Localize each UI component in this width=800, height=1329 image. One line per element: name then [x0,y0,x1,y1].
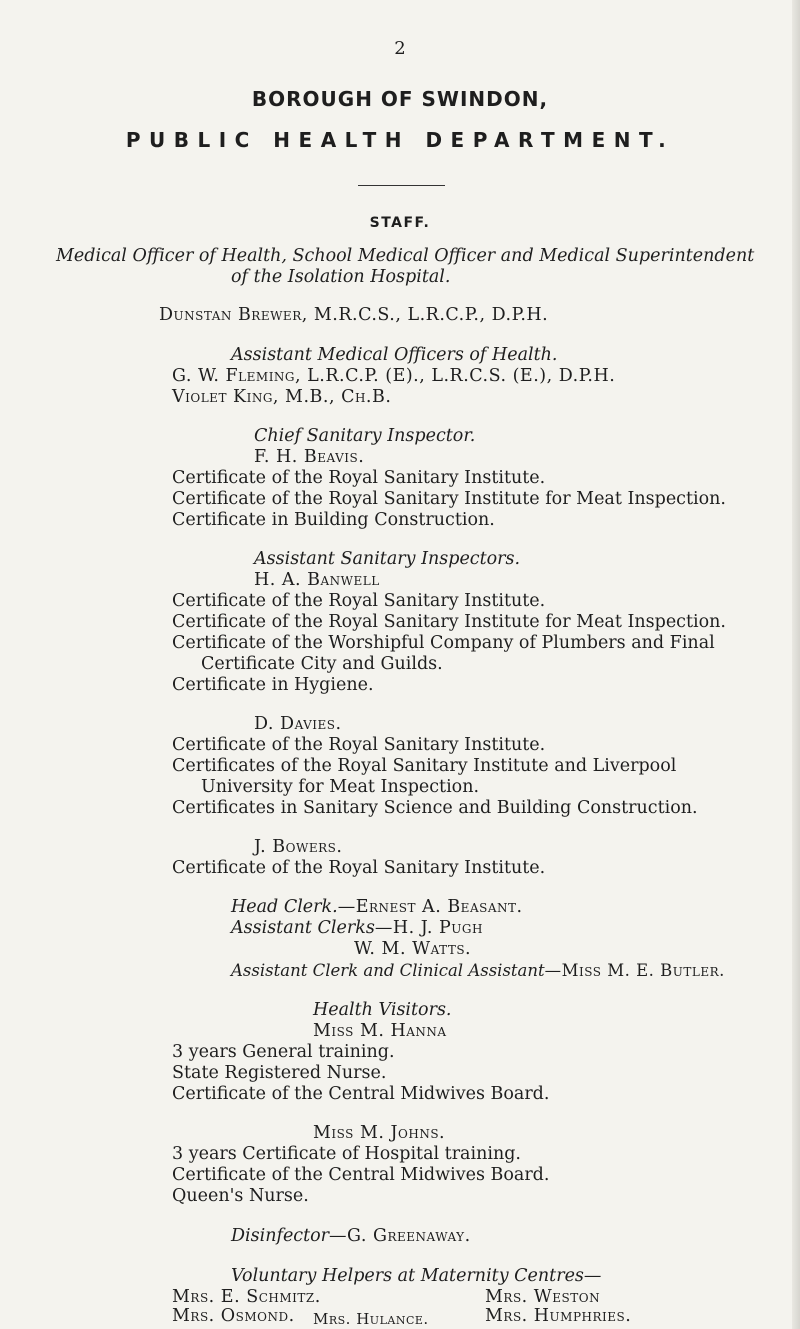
asi-3-cert-1: Certificate of the Royal Sanitary Institute. [172,858,546,878]
hv-1-line-1: 3 years General training. [172,1042,395,1062]
head-clerk-label: Head Clerk. [231,897,338,917]
hv-2-line-2: Certificate of the Central Midwives Board. [172,1165,550,1185]
assistant-clerk-name-2: W. M. Watts. [354,939,472,959]
asi-1-cert-3: Certificate of the Worshipful Company of Plumbers and Final [172,633,715,653]
page-edge-shadow [792,0,800,1329]
amo-title: Assistant Medical Officers of Health. [231,345,558,365]
header-department: PUBLIC HEALTH DEPARTMENT. [125,128,675,152]
hv-name-2: Miss M. Johns. [313,1123,446,1143]
disinfector-label: Disinfector [231,1226,330,1246]
assistant-clerks-label: Assistant Clerks [231,918,375,938]
head-clerk-name: —Ernest A. Beasant. [337,897,523,917]
asi-1-cert-2: Certificate of the Royal Sanitary Institute for Meat Inspection. [172,612,726,632]
asi-title: Assistant Sanitary Inspectors. [254,549,521,569]
moh-title-line1: Medical Officer of Health, School Medical Officer and Medical Superintendent [56,246,755,266]
amo-name-1: G. W. Fleming, L.R.C.P. (E)., L.R.C.S. (E.), D.P.H. [172,366,616,386]
clinical-assistant-label: Assistant Clerk and Clinical Assistant [231,961,545,980]
hv-2-line-1: 3 years Certificate of Hospital training. [172,1144,521,1164]
header-divider [358,185,445,186]
asi-2-cert-3: University for Meat Inspection. [201,777,480,797]
helper-name-1: Mrs. E. Schmitz. [172,1287,321,1307]
asi-2-cert-2: Certificates of the Royal Sanitary Institute and Liverpool [172,756,677,776]
asi-1-cert-5: Certificate in Hygiene. [172,675,374,695]
asi-name-3: J. Bowers. [254,837,343,857]
helper-name-2: Mrs. Weston [485,1287,601,1307]
head-clerk-line [231,897,523,918]
staff-heading: STAFF. [369,215,431,231]
amo-name-2: Violet King, M.B., Ch.B. [172,387,392,407]
helpers-title: Voluntary Helpers at Maternity Centres— [231,1266,602,1286]
asi-name-2: D. Davies. [254,714,342,734]
csi-cert-3: Certificate in Building Construction. [172,510,495,530]
asi-1-cert-4: Certificate City and Guilds. [201,654,443,674]
moh-title-line2: of the Isolation Hospital. [231,267,451,287]
assistant-clerk-name-1: —H. J. Pugh [374,918,483,938]
asi-2-cert-4: Certificates in Sanitary Science and Building Construction. [172,798,698,818]
hv-title: Health Visitors. [313,1000,452,1020]
helper-name-3: Mrs. Osmond. [172,1306,295,1326]
asi-name-1: H. A. Banwell [254,570,380,590]
helper-name-5: Mrs. Hulance. [313,1310,429,1328]
hv-1-line-3: Certificate of the Central Midwives Board. [172,1084,550,1104]
asi-1-cert-1: Certificate of the Royal Sanitary Institute. [172,591,546,611]
asi-2-cert-1: Certificate of the Royal Sanitary Institute. [172,735,546,755]
disinfector-name: —G. Greenaway. [329,1226,471,1246]
helper-name-4: Mrs. Humphries. [485,1306,632,1326]
clinical-assistant-name: —Miss M. E. Butler. [544,961,725,980]
moh-name: Dunstan Brewer, M.R.C.S., L.R.C.P., D.P.H. [159,305,549,325]
assistant-clerks-line [231,918,483,939]
clinical-assistant-line [231,960,725,981]
page-number: 2 [394,38,406,59]
csi-name: F. H. Beavis. [254,447,365,467]
disinfector-line [231,1226,471,1247]
csi-title: Chief Sanitary Inspector. [254,426,476,446]
hv-2-line-3: Queen's Nurse. [172,1186,309,1206]
hv-1-line-2: State Registered Nurse. [172,1063,387,1083]
csi-cert-1: Certificate of the Royal Sanitary Institute. [172,468,546,488]
csi-cert-2: Certificate of the Royal Sanitary Institute for Meat Inspection. [172,489,726,509]
hv-name-1: Miss M. Hanna [313,1021,447,1041]
header-borough: BOROUGH OF SWINDON, [251,87,549,111]
